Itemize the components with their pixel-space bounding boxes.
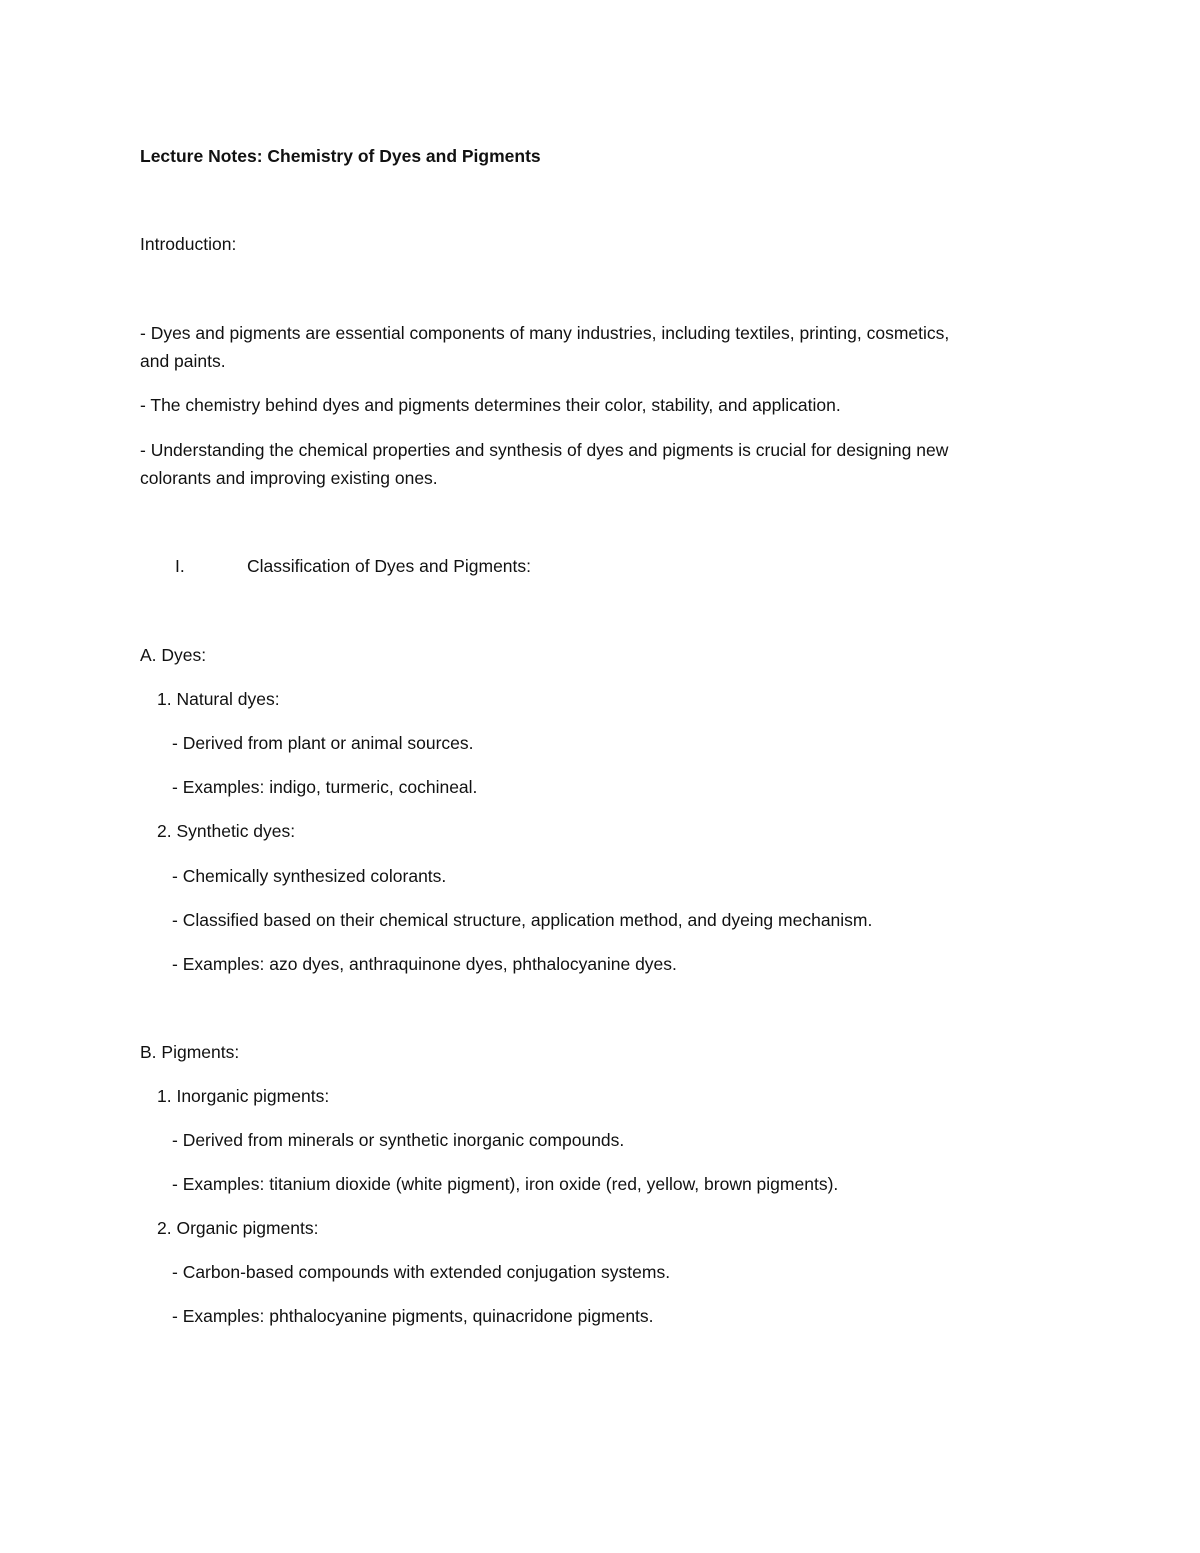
inorganic-pigments-label: 1. Inorganic pigments: [157,1086,330,1106]
list-item: - Examples: phthalocyanine pigments, quinacridone pigments. [172,1306,654,1326]
intro-bullet-1-line-1: - Dyes and pigments are essential components of many industries, including textiles, printing, cosmetics, [140,323,950,343]
list-item: - Chemically synthesized colorants. [172,866,447,886]
list-item: - Derived from minerals or synthetic inorganic compounds. [172,1130,625,1150]
intro-bullet-3-line-1: - Understanding the chemical properties and synthesis of dyes and pigments is crucial for designing new [140,440,949,460]
intro-heading: Introduction: [140,234,237,254]
list-item: - Classified based on their chemical structure, application method, and dyeing mechanism. [172,910,873,930]
natural-dyes-label: 1. Natural dyes: [157,689,280,709]
section-heading: Classification of Dyes and Pigments: [247,556,532,576]
intro-bullet-1-line-2: and paints. [140,351,226,371]
organic-pigments-label: 2. Organic pigments: [157,1218,319,1238]
intro-bullet-3-line-2: colorants and improving existing ones. [140,468,438,488]
list-item: - Derived from plant or animal sources. [172,733,474,753]
list-item: - Examples: titanium dioxide (white pigment), iron oxide (red, yellow, brown pigments). [172,1174,839,1194]
synthetic-dyes-label: 2. Synthetic dyes: [157,821,296,841]
intro-bullet-2: - The chemistry behind dyes and pigments determines their color, stability, and application. [140,395,841,415]
dyes-heading: A. Dyes: [140,645,207,665]
list-item: - Carbon-based compounds with extended conjugation systems. [172,1262,671,1282]
document-title: Lecture Notes: Chemistry of Dyes and Pigments [140,146,541,166]
pigments-heading: B. Pigments: [140,1042,240,1062]
list-item: - Examples: indigo, turmeric, cochineal. [172,777,478,797]
section-number: I. [175,556,185,576]
list-item: - Examples: azo dyes, anthraquinone dyes, phthalocyanine dyes. [172,954,677,974]
